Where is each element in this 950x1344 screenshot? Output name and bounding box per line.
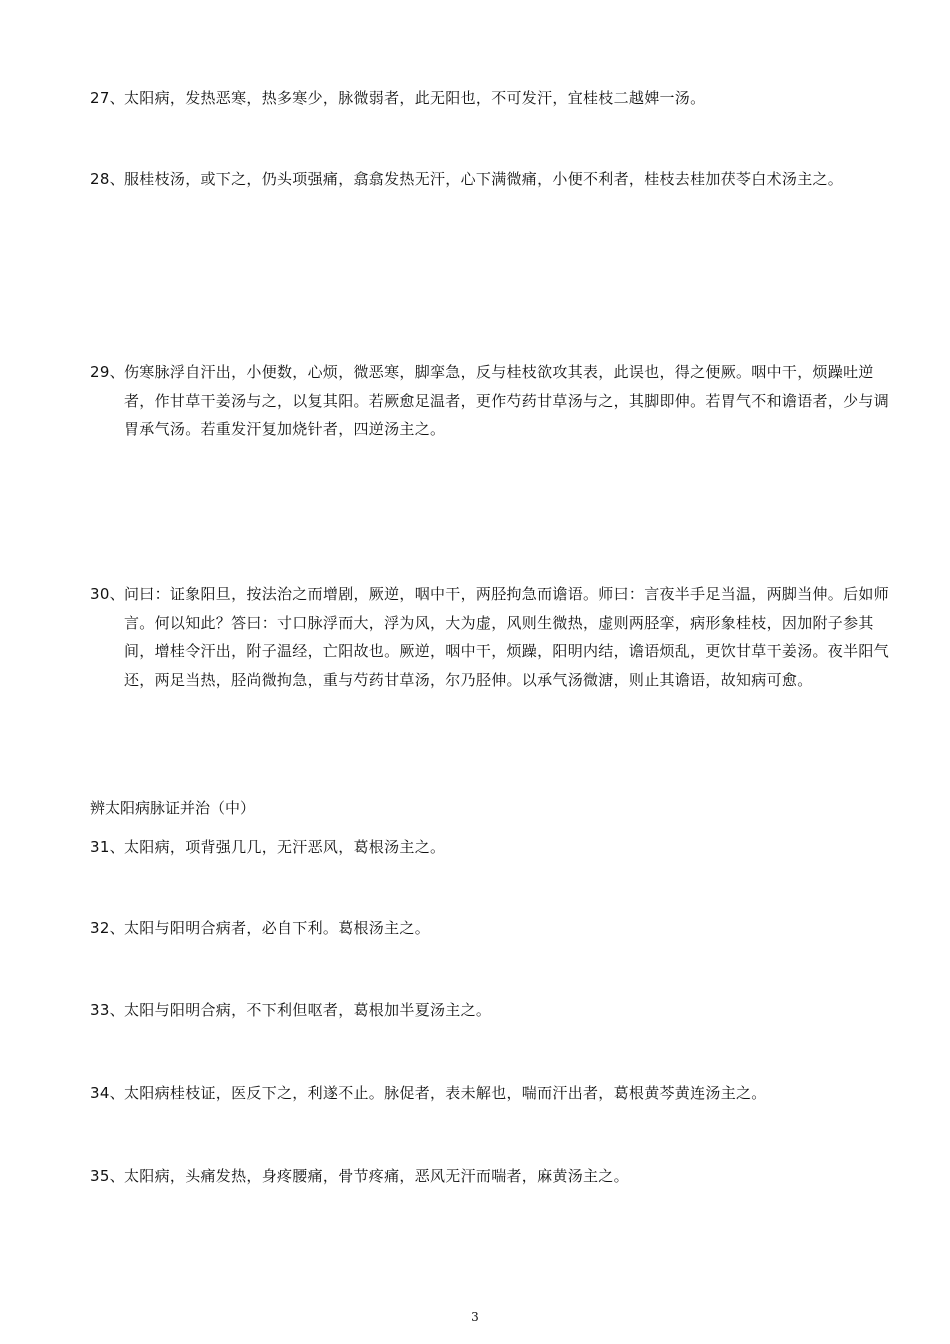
clause-text: 太阳病，项背强几几，无汗恶风，葛根汤主之。 xyxy=(124,838,446,856)
clause-32 xyxy=(90,914,894,943)
clause-text: 太阳与阳明合病，不下利但呕者，葛根加半夏汤主之。 xyxy=(124,1001,492,1019)
clause-number: 28、 xyxy=(90,170,125,188)
clause-text: 太阳病桂枝证，医反下之，利遂不止。脉促者，表未解也，喘而汗出者，葛根黄芩黄连汤主之。 xyxy=(124,1084,767,1102)
clause-number: 30、 xyxy=(90,585,125,603)
clause-number: 27、 xyxy=(90,89,125,107)
clause-number: 29、 xyxy=(90,363,125,381)
clause-text: 太阳与阳明合病者，必自下利。葛根汤主之。 xyxy=(124,919,431,937)
clause-31 xyxy=(90,833,894,862)
clause-text: 太阳病，发热恶寒，热多寒少，脉微弱者，此无阳也，不可发汗，宜桂枝二越婢一汤。 xyxy=(124,89,706,107)
clause-number: 34、 xyxy=(90,1084,125,1102)
page-number: 3 xyxy=(471,1310,479,1324)
clause-number: 31、 xyxy=(90,838,125,856)
clause-text: 太阳病，头痛发热，身疼腰痛，骨节疼痛，恶风无汗而喘者，麻黄汤主之。 xyxy=(124,1167,629,1185)
clause-number: 35、 xyxy=(90,1167,125,1185)
clause-27 xyxy=(90,84,894,113)
clause-text: 服桂枝汤，或下之，仍头项强痛，翕翕发热无汗，心下满微痛，小便不利者，桂枝去桂加茯苓白术汤主之。 xyxy=(124,170,844,188)
clause-34 xyxy=(90,1079,894,1108)
clause-33 xyxy=(90,996,894,1025)
clause-29 xyxy=(90,358,894,444)
clause-28 xyxy=(90,165,894,194)
clause-number: 32、 xyxy=(90,919,125,937)
clause-number: 33、 xyxy=(90,1001,125,1019)
clause-text: 伤寒脉浮自汗出，小便数，心烦，微恶寒，脚挛急，反与桂枝欲攻其表，此误也，得之便厥。咽中干，烦躁吐逆者，作甘草干姜汤与之，以复其阳。若厥愈足温者，更作芍药甘草汤与之，其脚即伸。若胃气不和谵语者，少与调胃承气汤。若重发汗复加烧针者，四逆汤主之。 xyxy=(124,363,890,438)
section-title: 辨太阳病脉证并治（中） xyxy=(90,799,256,817)
clause-30 xyxy=(90,580,894,694)
clause-text: 问曰：证象阳旦，按法治之而增剧，厥逆，咽中干，两胫拘急而谵语。师曰：言夜半手足当温，两脚当伸。后如师言。何以知此？答曰：寸口脉浮而大，浮为风，大为虚，风则生微热，虚则两胫挛，病形象桂枝，因加附子参其间，增桂令汗出，附子温经，亡阳故也。厥逆，咽中干，烦躁，阳明内结，谵语烦乱，更饮甘草干姜汤。夜半阳气还，两足当热，胫尚微拘急，重与芍药甘草汤，尔乃胫伸。以承气汤微溏，则止其谵语，故知病可愈。 xyxy=(124,585,890,689)
clause-35 xyxy=(90,1162,894,1191)
